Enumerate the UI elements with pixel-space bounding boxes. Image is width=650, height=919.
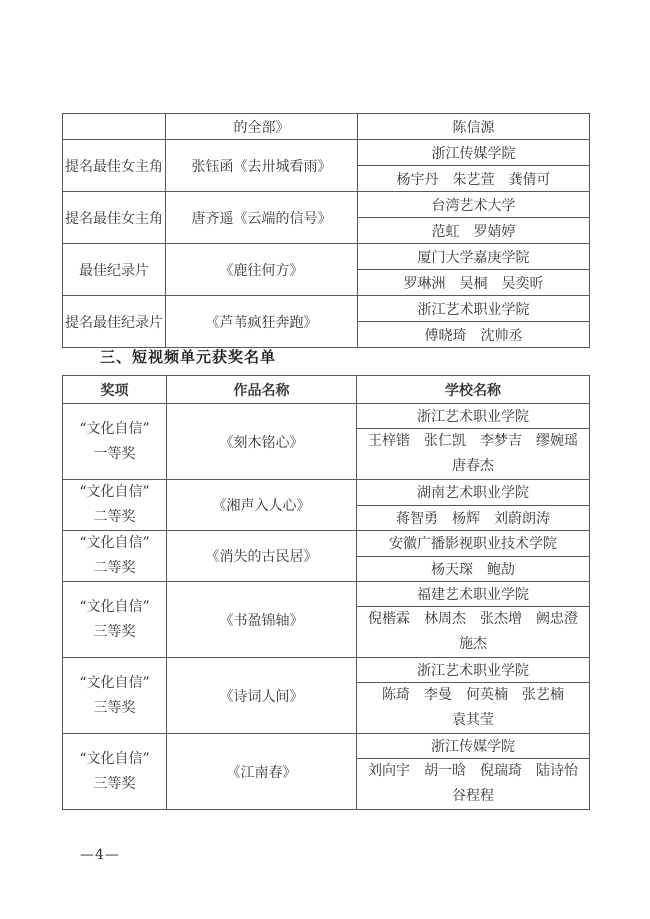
work-cell: 《刻木铭心》 xyxy=(167,404,357,480)
names-cell: 范虹 罗婧婷 xyxy=(358,218,590,244)
award-line: 二等奖 xyxy=(93,509,136,525)
names-cell: 杨天琛 鲍劼 xyxy=(357,556,590,582)
page-number: —4— xyxy=(80,847,120,863)
column-header-school: 学校名称 xyxy=(357,376,590,404)
school-cell: 浙江艺术职业学院 xyxy=(357,658,590,683)
names-cell xyxy=(357,429,590,480)
names-cell: 罗琳洲 吴桐 吴奕昕 xyxy=(358,270,590,296)
column-header-work: 作品名称 xyxy=(167,376,357,404)
table-row xyxy=(63,734,590,759)
award-cell xyxy=(63,404,167,480)
column-header-award: 奖项 xyxy=(63,376,167,404)
names-line: 倪楷霖 林周杰 张杰增 阙忠澄 xyxy=(368,611,578,627)
award-line: 三等奖 xyxy=(93,699,136,716)
school-cell: 福建艺术职业学院 xyxy=(357,582,590,607)
school-cell: 厦门大学嘉庚学院 xyxy=(358,244,590,270)
table-row xyxy=(63,192,590,218)
award-cell-empty xyxy=(63,114,166,140)
award-line: “文化自信” xyxy=(79,420,150,437)
work-cell: 唐齐遥《云端的信号》 xyxy=(166,192,358,244)
school-cell: 浙江艺术职业学院 xyxy=(357,404,590,429)
work-cell: 《湘声入人心》 xyxy=(167,480,357,531)
school-cell: 台湾艺术大学 xyxy=(358,192,590,218)
work-cell: 《诗词人间》 xyxy=(167,658,357,734)
names-cell: 傅晓琦 沈帅丞 xyxy=(358,322,590,348)
table-row xyxy=(63,582,590,607)
school-cell: 浙江艺术职业学院 xyxy=(358,296,590,322)
award-cell: 最佳纪录片 xyxy=(63,244,166,296)
school-cell: 浙江传媒学院 xyxy=(357,734,590,759)
names-cell xyxy=(357,607,590,658)
names-line: 陈琦 李曼 何英楠 张艺楠 xyxy=(382,687,564,703)
work-cell: 《江南春》 xyxy=(167,734,357,810)
table-header-row xyxy=(63,376,590,404)
table-row xyxy=(63,296,590,322)
table-row xyxy=(63,480,590,506)
names-cell xyxy=(357,759,590,810)
table-row xyxy=(63,244,590,270)
award-cell: 提名最佳纪录片 xyxy=(63,296,166,348)
award-line: “文化自信” xyxy=(79,535,150,551)
table-row xyxy=(63,404,590,429)
work-cell: 张钰函《去卅城看雨》 xyxy=(166,140,358,192)
award-cell xyxy=(63,531,167,582)
work-cell: 《鹿往何方》 xyxy=(166,244,358,296)
award-line: 二等奖 xyxy=(93,560,136,576)
award-cell xyxy=(63,480,167,531)
film-awards-table xyxy=(62,113,590,348)
award-cell: 提名最佳女主角 xyxy=(63,192,166,244)
names-line: 刘向宇 胡一晗 倪瑞琦 陆诗怡 xyxy=(368,763,578,779)
table-row xyxy=(63,114,590,140)
award-cell xyxy=(63,582,167,658)
award-line: 三等奖 xyxy=(93,775,136,792)
school-cell: 浙江传媒学院 xyxy=(358,140,590,166)
section-heading: 三、短视频单元获奖名单 xyxy=(100,348,277,366)
names-cell: 陈信源 xyxy=(358,114,590,140)
school-cell: 湖南艺术职业学院 xyxy=(357,480,590,506)
names-cell xyxy=(357,683,590,734)
names-cell: 蒋智勇 杨辉 刘蔚朗涛 xyxy=(357,505,590,531)
names-line: 谷程程 xyxy=(452,788,494,804)
award-cell xyxy=(63,658,167,734)
work-cell: 的全部》 xyxy=(166,114,358,140)
award-line: “文化自信” xyxy=(79,484,150,500)
names-line: 王梓锴 张仁凯 李梦吉 缪婉瑶 xyxy=(368,433,578,449)
names-line: 袁其莹 xyxy=(452,712,494,728)
work-cell: 《消失的古民居》 xyxy=(167,531,357,582)
names-line: 施杰 xyxy=(459,636,487,652)
table-row xyxy=(63,531,590,557)
award-line: “文化自信” xyxy=(79,750,150,767)
work-cell: 《芦苇疯狂奔跑》 xyxy=(166,296,358,348)
table-row xyxy=(63,140,590,166)
short-video-awards-table xyxy=(62,375,590,810)
award-cell xyxy=(63,734,167,810)
award-line: “文化自信” xyxy=(79,674,150,691)
names-line: 唐春杰 xyxy=(452,458,494,474)
work-cell: 《书盈锦轴》 xyxy=(167,582,357,658)
award-cell: 提名最佳女主角 xyxy=(63,140,166,192)
school-cell: 安徽广播影视职业技术学院 xyxy=(357,531,590,557)
award-line: 三等奖 xyxy=(93,623,136,640)
table-row xyxy=(63,658,590,683)
names-cell: 杨宇丹 朱艺萱 龚倩可 xyxy=(358,166,590,192)
award-line: “文化自信” xyxy=(79,598,150,615)
award-line: 一等奖 xyxy=(93,445,136,462)
